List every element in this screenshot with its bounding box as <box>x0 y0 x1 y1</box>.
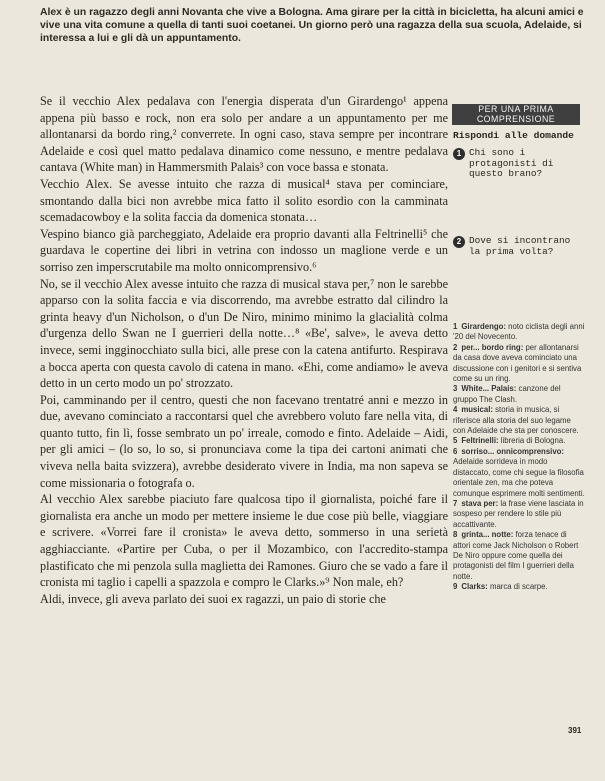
footnote <box>453 405 585 436</box>
footnote-text: canzone del gruppo The Clash. <box>453 384 561 404</box>
questions-heading: Rispondi alle domande <box>453 130 574 141</box>
footnote <box>453 499 585 530</box>
footnote-term: stava per: <box>461 498 499 508</box>
footnote <box>453 343 585 385</box>
footnote-text: libreria di Bologna. <box>500 436 566 446</box>
footnote-text: per allontanarsi da casa dove aveva cominciato una discussione con i genitori e si sentiva come su un ring. <box>453 342 582 384</box>
footnote-text: la frase viene lasciata in sospeso per rendere lo stile più accattivante. <box>453 498 584 529</box>
question-2 <box>453 236 577 257</box>
footnote-text: noto ciclista degli anni '20 del Novecento. <box>453 322 585 342</box>
paragraph: Vecchio Alex. Se avesse intuito che razza di musical⁴ stava per cominciare, smontando dalla bici non avrebbe mica fatto il solito esordio con la camminata scemadacowboy e la solita faccia da domenica stonata… <box>40 176 448 225</box>
footnote-number: 7 <box>453 498 458 508</box>
footnote-text: Adelaide sorrideva in modo distaccato, come chi segue la filosofia orientale zen, ma che poteva comunque esprimere molti sentimenti. <box>453 457 585 498</box>
footnote-text: forza tenace di attori come Jack Nicholson o Robert De Niro oppure come quella dei protagonisti del film I guerrieri della notte. <box>453 530 579 581</box>
question-text: Chi sono i protagonisti di questo brano? <box>469 147 554 180</box>
footnote-term: grinta... notte: <box>461 530 514 540</box>
footnote <box>453 384 585 405</box>
question-text: Dove si incontrano la prima volta? <box>469 235 571 257</box>
footnote <box>453 322 585 343</box>
intro-text: Alex è un ragazzo degli anni Novanta che vive a Bologna. Ama girare per la città in bicicletta, ha alcuni amici e vive una vita comune a quella di tanti suoi coetanei. Un giorno però una ragazza della sua scuola, Adelaide, si interessa a lui e gli dà un appuntamento. <box>40 7 584 45</box>
footnote-text: storia in musica, si riferisce alla storia del suo legame con Adelaide che sta per conoscere. <box>453 405 579 436</box>
footnote-number: 1 <box>453 322 458 331</box>
footnote <box>453 436 585 446</box>
banner-line: PER UNA PRIMA <box>478 104 554 114</box>
footnote-term: musical: <box>461 405 493 415</box>
footnote-number: 4 <box>453 405 458 415</box>
paragraph: Se il vecchio Alex pedalava con l'energia disperata d'un Girardengo¹ appena appena più basso e rock, non era solo per andare a un appuntamento per me allontanarsi da bordo ring,² converrete. In ogni caso, stava sempre per incontrare Adelaide e così quel matto pedalava dinamico come nessuno, e mentre pedalava cantava (White man) in Hammersmith Palais³ con voce bassa e stonata. <box>40 94 448 175</box>
page-number: 391 <box>568 726 582 735</box>
question-number-badge: 1 <box>453 148 465 160</box>
footnote-number: 6 <box>453 446 458 456</box>
paragraph: Al vecchio Alex sarebbe piaciuto fare qualcosa tipo il giornalista, poiché fare il giornalista era anche un modo per mettere insieme le due cose più belle, viaggiare e scrivere. «Vorrei fare il cronista» le aveva detto, sommerso in una serietà agghiacciante. «Partire per Cuba, o per il Mozambico, con l'accredito-stampa plastificato che mi penzola sulla maglietta dei Ramones. Giuro che se vado a fare il cronista mi taglio i capelli a spazzola e compro le Clarks.»⁹ Non male, eh? <box>40 492 448 590</box>
footnote-term: Clarks: <box>461 582 488 592</box>
footnote-number: 8 <box>453 530 458 540</box>
footnote-number: 5 <box>453 436 458 446</box>
footnote <box>453 447 585 499</box>
paragraph: Aldi, invece, gli aveva parlato dei suoi ex ragazzi, un paio di storie che <box>40 591 386 606</box>
comprehension-banner <box>452 104 580 125</box>
banner-line: COMPRENSIONE <box>476 113 556 124</box>
footnote-term: White... Palais: <box>461 384 517 394</box>
footnote <box>453 582 585 592</box>
footnote-term: per... bordo ring: <box>461 342 524 352</box>
footnote-term: sorriso... onnicomprensivo: <box>461 446 565 456</box>
footnote-term: Girardengo: <box>461 322 506 331</box>
paragraph: Vespino bianco già parcheggiato, Adelaide era proprio davanti alla Feltrinelli⁵ che guardava le copertine dei libri in vetrina con indosso un maglione verde e un sorriso zen imperscrutabile ma molto onnicomprensivo.⁶ <box>40 226 448 274</box>
footnote <box>453 530 585 582</box>
footnote-text: marca di scarpe. <box>489 582 548 592</box>
footnote-number: 2 <box>453 342 458 352</box>
footnote-number: 9 <box>453 582 458 592</box>
footnote-number: 3 <box>453 384 458 394</box>
main-text-column <box>40 93 448 607</box>
footnote-term: Feltrinelli: <box>461 436 499 446</box>
paragraph: Poi, camminando per il centro, questi che non facevano trentatré anni e mezzo in due, avevano cominciato a raccontarsi quel che avrebbero voluto fare nella vita, di quanto tutto, fin lì, fosse sembrato un po' irreale, comodo e finto. Adelaide – Aidi, per gli amici – (lo so, lo so, si pronunciava come la tipa dei cartoni animati che viveva nella baita svizzera), avrebbe desiderato vivere in India, ma non sapeva se come missionaria o fotografa o. <box>40 392 448 490</box>
question-1 <box>453 148 577 180</box>
footnotes-column <box>453 322 585 593</box>
question-number-badge: 2 <box>453 236 465 248</box>
paragraph: No, se il vecchio Alex avesse intuito che razza di musical stava per,⁷ non le sarebbe apparso con la solita faccia e via discorrendo, ma avrebbe estratto dal cilindro la grinta heavy d'un Nicholson, o d'un De Niro, minimo minimo la glacialità colma d'urgenza dello Swan ne I guerrieri della notte…⁸ «Be', salve», le aveva detto invece, semi ingginocchiato sulla bici, alle prese con la catena antifurto. Respirava a bocca aperta con questa cavolo di catena in mano. «Ehi, come andiamo» le aveva detto in un certo modo un po' strozzato. <box>40 276 448 391</box>
